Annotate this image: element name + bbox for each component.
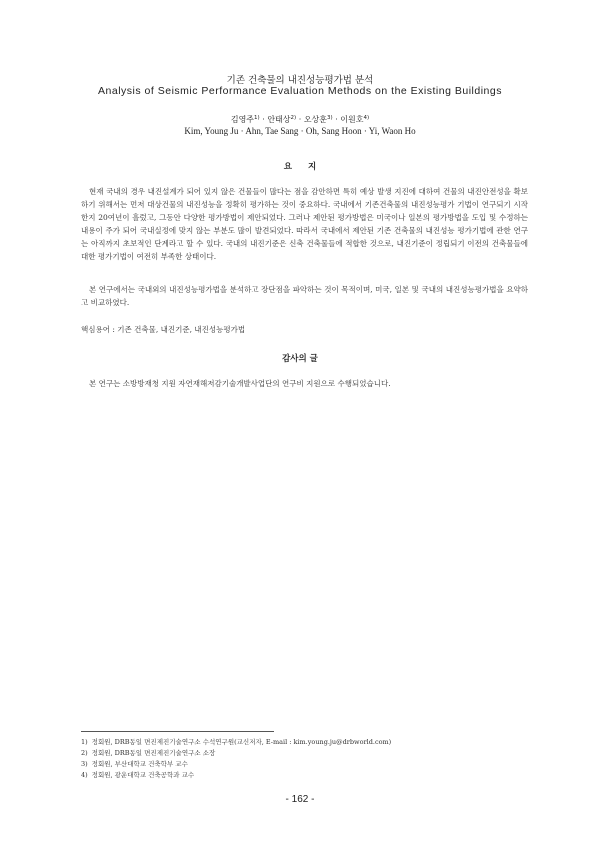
page-number: - 162 -: [285, 794, 315, 805]
author-footnote-mark: 1): [254, 115, 260, 121]
footnote-item: [81, 770, 531, 781]
footnote-item: [81, 759, 531, 770]
abstract-heading: 요지: [283, 162, 333, 172]
author-separator: ·: [259, 115, 268, 124]
title-english: Analysis of Seismic Performance Evaluation Methods on the Existing Buildings: [98, 85, 502, 97]
author-name: 김영주: [230, 115, 255, 124]
footnote-number: 4): [81, 771, 88, 779]
acknowledgement-heading: 감사의 글: [282, 354, 318, 364]
author-footnote-mark: 3): [327, 115, 333, 121]
footnote-number: 1): [81, 738, 88, 746]
authors-english: Kim, Young Ju · Ahn, Tae Sang · Oh, Sang Hoon · Yi, Waon Ho: [184, 126, 416, 136]
footnote-text: 정회원, DRB동일 면진제진기술연구소 수석연구원(교신저자, E-mail : kim.young.ju@drbworld.com): [91, 738, 392, 746]
footnotes: [81, 737, 531, 781]
author-name: 오상훈: [303, 115, 327, 124]
keywords: [81, 323, 528, 336]
abstract-paragraph: 본 연구에서는 국내외의 내진성능평가법을 분석하고 장단점을 파악하는 것이 목적이며, 미국, 일본 및 국내의 내진성능평가법을 요약하고 비교하였다.: [81, 285, 528, 307]
footnote-item: [81, 737, 531, 748]
footnote-text: 정회원, 부산대학교 건축학부 교수: [91, 760, 188, 768]
author-footnote-mark: 2): [290, 115, 297, 121]
footnote-number: 3): [81, 760, 88, 768]
footnote-number: 2): [81, 749, 88, 757]
author-separator: ·: [296, 115, 304, 124]
keywords-list: 기존 건축물, 내진기준, 내진성능평가법: [117, 325, 246, 334]
author-footnote-mark: 4): [363, 115, 370, 121]
footnote-divider: [81, 731, 274, 732]
abstract-paragraph: 현재 국내의 경우 내진설계가 되어 있지 않은 건물들이 많다는 점을 감안하면 특히 예상 발생 지진에 대하여 건물의 내진안전성을 확보하기 위해서는 먼저 대상건물의 내진성능을 정확히 평가하는 것이 중요하다. 국내에서 기존건축물의 내진성능평가 기법이 연구되기 시작한지 20여년이 흘렀고, 그동안 다양한 평가방법이 제안되었다. 그러나 제안된 평가방법은 미국이나 일본의 평가방법을 도입 및 수정하는 내용이 주가 되어 국내실정에 맞지 않는 부분도 많이 발견되었다. 따라서 국내에서 제안된 기존 건축물의 내진성능 평가기법에 관한 연구는 아직까지 초보적인 단계라고 할 수 있다. 국내의 내진기준은 신축 건축물들에 적합한 것으로, 내진기준이 정립되기 이전의 건축물들에 대한 평가기법이 여전히 부족한 상태이다.: [81, 187, 528, 261]
authors-korean: [0, 114, 600, 125]
acknowledgement-text: 본 연구는 소방방재청 지원 자연재해저감기술개발사업단의 연구비 지원으로 수행되었습니다.: [89, 379, 391, 388]
footnote-item: [81, 748, 531, 759]
keywords-label: 핵심용어 :: [81, 325, 118, 334]
footnote-text: 정회원, DRB동일 면진제진기술연구소 소장: [91, 749, 216, 757]
author-separator: ·: [332, 115, 341, 124]
footnote-text: 정회원, 광운대학교 건축공학과 교수: [91, 771, 195, 779]
author-name: 이원호: [340, 115, 364, 124]
author-name: 안태상: [267, 115, 291, 124]
title-korean: 기존 건축물의 내진성능평가법 분석: [226, 75, 374, 86]
